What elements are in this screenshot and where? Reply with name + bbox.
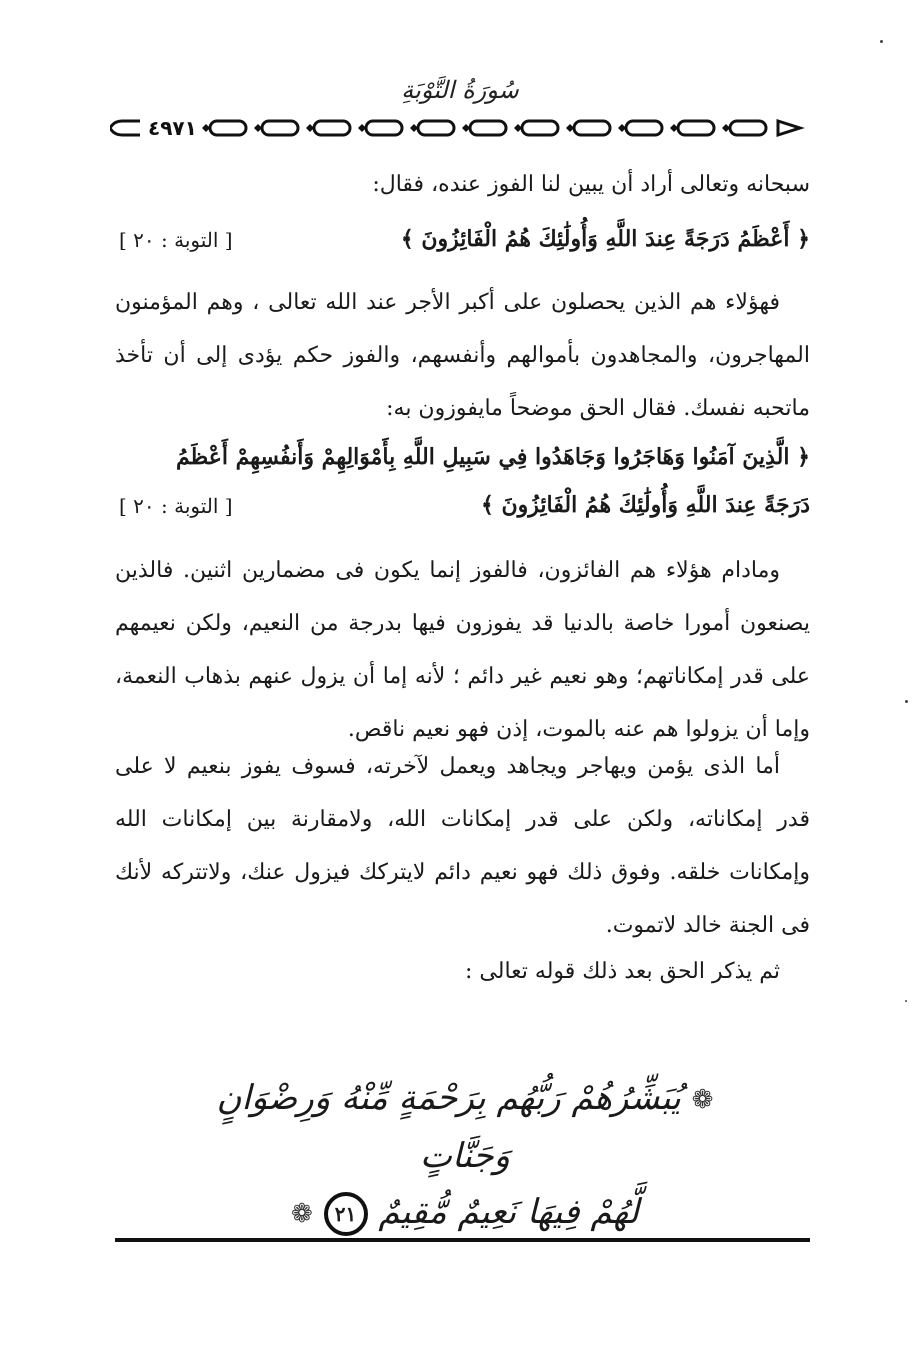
featured-verse	[180, 1070, 750, 1242]
paragraph-4	[115, 945, 810, 998]
page-header	[110, 70, 810, 148]
surah-title: سُورَةُ التَّوْبَةِ	[401, 76, 519, 104]
featured-verse-line-2	[180, 1184, 750, 1242]
scan-speck	[905, 700, 908, 703]
paragraph-2-text: ومادام هؤلاء هم الفائزون، فالفوز إنما يكون فى مضمارين اثنين. فالذين يصنعون أمورا خاصة بالدنيا قد يفوزون فيها بدرجة من النعيم، ولكن نعيمهم على قدر إمكاناتهم؛ وهو نعيم غير دائم ؛ لأنه إما أن يزول عنهم بذهاب النعمة، وإما أن يزولوا هم عنه بالموت، إذن فهو نعيم ناقص.	[115, 558, 810, 742]
verse-1-text: ﴿ أَعْظَمُ دَرَجَةً عِندَ اللَّهِ وَأُولَٰئِكَ هُمُ الْفَائِزُونَ ﴾	[400, 226, 810, 252]
verse-start-ornament-icon: ❁	[691, 1085, 714, 1115]
quran-verse-1	[115, 218, 810, 268]
scan-speck	[905, 1000, 907, 1002]
featured-verse-line-2-text: لَّهُمْ فِيهَا نَعِيمٌ مُّقِيمٌ	[378, 1192, 640, 1232]
quran-verse-2-line-1	[115, 436, 810, 486]
featured-verse-line-1	[180, 1070, 750, 1184]
paragraph-3-text: أما الذى يؤمن ويهاجر ويجاهد ويعمل لآخرته، فسوف يفوز بنعيم لا على قدر إمكاناته، ولكن على قدر إمكانات الله، ولامقارنة بين إمكانات الله وإمكانات خلقه. وفوق ذلك فهو نعيم دائم لايتركك فيزول عنك، ولاتتركه لأنك فى الجنة خالد لاتموت.	[115, 754, 810, 938]
header-ornament-border	[110, 114, 810, 142]
paragraph-1	[115, 276, 810, 435]
verse-end-ornament-icon: ❁	[290, 1199, 313, 1229]
page-number: ٤٩٧١	[144, 114, 201, 142]
verse-2-reference: [ التوبة : ٢٠ ]	[119, 494, 233, 518]
intro-text: سبحانه وتعالى أراد أن يبين لنا الفوز عنده، فقال:	[372, 172, 810, 197]
intro-line	[115, 158, 810, 211]
verse-number-badge: ٢١	[324, 1192, 368, 1236]
paragraph-1-text: فهؤلاء هم الذين يحصلون على أكبر الأجر عند الله تعالى ، وهم المؤمنون المهاجرون، والمجاهدون بأموالهم وأنفسهم، والفوز حكم يؤدى إلى أن تأخذ ماتحبه نفسك. فقال الحق موضحاً مايفوزون به:	[115, 290, 810, 421]
paragraph-2	[115, 544, 810, 756]
quran-verse-2-line-2	[115, 484, 810, 534]
scan-speck	[880, 40, 883, 43]
paragraph-4-text: ثم يذكر الحق بعد ذلك قوله تعالى :	[465, 959, 780, 984]
verse-2-line-2-text: دَرَجَةً عِندَ اللَّهِ وَأُولَٰئِكَ هُمُ الْفَائِزُونَ ﴾	[480, 492, 810, 518]
verse-1-reference: [ التوبة : ٢٠ ]	[119, 228, 233, 252]
featured-verse-line-1-text: يُبَشِّرُهُمْ رَبُّهُم بِرَحْمَةٍ مِّنْهُ وَرِضْوَانٍ وَجَنَّاتٍ	[216, 1078, 681, 1176]
verse-2-line-1-text: ﴿ الَّذِينَ آمَنُوا وَهَاجَرُوا وَجَاهَدُوا فِي سَبِيلِ اللَّهِ بِأَمْوَالِهِمْ وَأَنفُسِهِمْ أَعْظَمُ	[176, 444, 810, 470]
paragraph-3	[115, 740, 810, 952]
bottom-rule	[115, 1238, 810, 1242]
